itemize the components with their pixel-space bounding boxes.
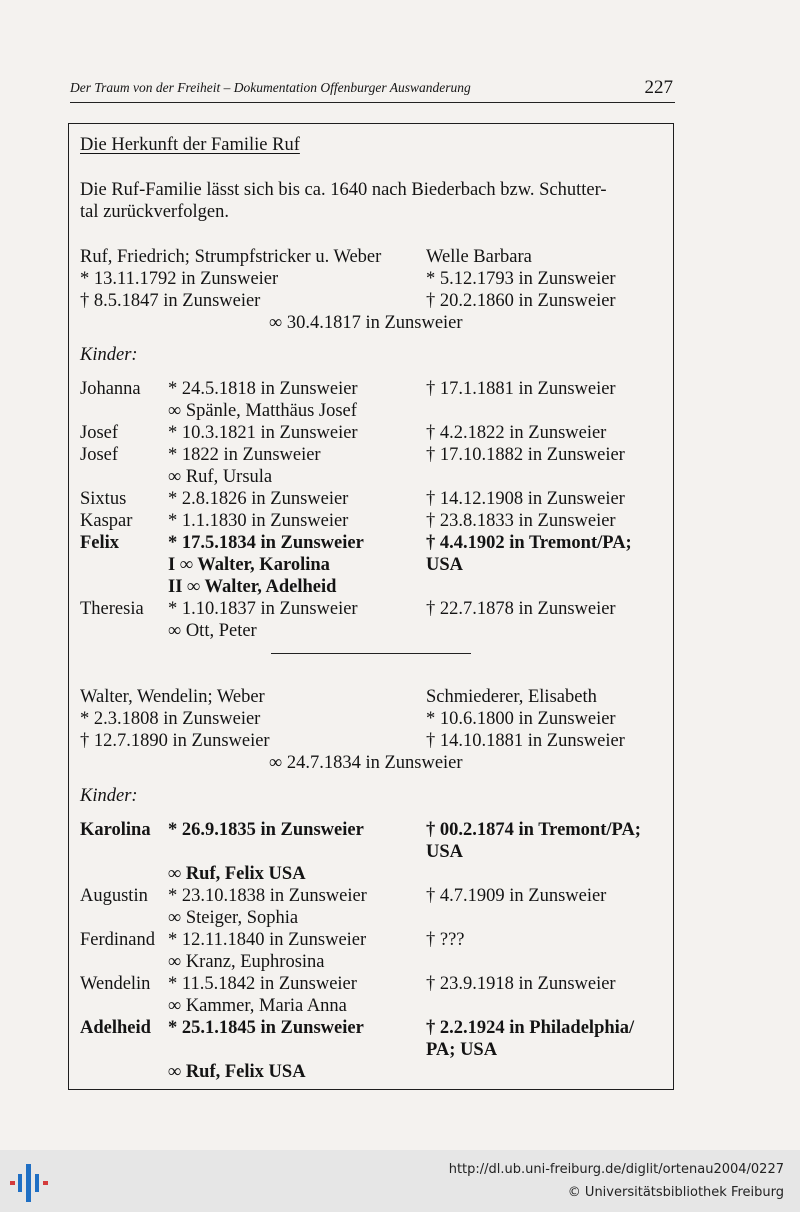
child-birth: * 12.11.1840 in Zunsweier: [168, 930, 367, 950]
child-death-cont: USA: [426, 842, 464, 862]
kinder-label: Kinder:: [80, 786, 138, 806]
child-death-cont: PA; USA: [426, 1040, 498, 1060]
father-name: Ruf, Friedrich; Strumpfstricker u. Weber: [80, 247, 382, 267]
section-divider: [271, 653, 471, 654]
father-birth: * 2.3.1808 in Zunsweier: [80, 709, 261, 729]
kinder-label: Kinder:: [80, 345, 138, 365]
footer-url-link[interactable]: http://dl.ub.uni-freiburg.de/diglit/ortenau2004/0227: [448, 1162, 784, 1177]
child-death: † 17.1.1881 in Zunsweier: [426, 379, 616, 399]
child-birth: * 17.5.1834 in Zunsweier: [168, 533, 364, 553]
mother-death: † 20.2.1860 in Zunsweier: [426, 291, 616, 311]
child-death: † 4.4.1902 in Tremont/PA;: [426, 533, 632, 553]
father-death: † 8.5.1847 in Zunsweier: [80, 291, 261, 311]
child-birth: * 24.5.1818 in Zunsweier: [168, 379, 358, 399]
child-spouse: ∞ Ott, Peter: [168, 621, 257, 641]
child-name: Kaspar: [80, 511, 133, 531]
child-death: † 2.2.1924 in Philadelphia/: [426, 1018, 635, 1038]
mother-name: Schmiederer, Elisabeth: [426, 687, 597, 707]
footer-copyright: © Universitätsbibliothek Freiburg: [567, 1185, 784, 1200]
child-spouse: ∞ Ruf, Felix USA: [168, 864, 306, 884]
child-spouse: ∞ Kammer, Maria Anna: [168, 996, 347, 1016]
intro-line-2: tal zurückverfolgen.: [80, 202, 229, 222]
child-birth: * 25.1.1845 in Zunsweier: [168, 1018, 364, 1038]
running-head: [70, 77, 675, 103]
child-name: Karolina: [80, 820, 151, 840]
child-birth: * 11.5.1842 in Zunsweier: [168, 974, 357, 994]
box-title: Die Herkunft der Familie Ruf: [80, 135, 300, 155]
child-spouse: ∞ Ruf, Ursula: [168, 467, 273, 487]
child-spouse: ∞ Spänle, Matthäus Josef: [168, 401, 357, 421]
mother-birth: * 10.6.1800 in Zunsweier: [426, 709, 616, 729]
child-death-cont: USA: [426, 555, 464, 575]
child-birth: * 2.8.1826 in Zunsweier: [168, 489, 349, 509]
child-spouse-2: II ∞ Walter, Adelheid: [168, 577, 337, 597]
child-birth: * 1.10.1837 in Zunsweier: [168, 599, 358, 619]
child-name: Wendelin: [80, 974, 151, 994]
child-name: Felix: [80, 533, 120, 553]
child-birth: * 10.3.1821 in Zunsweier: [168, 423, 358, 443]
child-name: Josef: [80, 445, 119, 465]
intro-line-1: Die Ruf-Familie lässt sich bis ca. 1640 nach Biederbach bzw. Schutter-: [80, 180, 607, 200]
child-death: † 23.9.1918 in Zunsweier: [426, 974, 616, 994]
father-name: Walter, Wendelin; Weber: [80, 687, 265, 707]
viewer-footer: [0, 1150, 800, 1212]
child-name: Sixtus: [80, 489, 127, 509]
child-name: Josef: [80, 423, 119, 443]
child-death: † 00.2.1874 in Tremont/PA;: [426, 820, 641, 840]
child-name: Adelheid: [80, 1018, 151, 1038]
father-birth: * 13.11.1792 in Zunsweier: [80, 269, 279, 289]
child-death: † 23.8.1833 in Zunsweier: [426, 511, 616, 531]
marriage-line: ∞ 30.4.1817 in Zunsweier: [269, 313, 463, 333]
child-birth: * 1.1.1830 in Zunsweier: [168, 511, 349, 531]
page-number: 227: [644, 77, 673, 98]
mother-name: Welle Barbara: [426, 247, 532, 267]
child-birth: * 23.10.1838 in Zunsweier: [168, 886, 367, 906]
child-birth: * 1822 in Zunsweier: [168, 445, 321, 465]
child-death: † 4.7.1909 in Zunsweier: [426, 886, 607, 906]
child-name: Johanna: [80, 379, 141, 399]
child-spouse: I ∞ Walter, Karolina: [168, 555, 330, 575]
child-name: Ferdinand: [80, 930, 156, 950]
father-death: † 12.7.1890 in Zunsweier: [80, 731, 270, 751]
child-birth: * 26.9.1835 in Zunsweier: [168, 820, 364, 840]
genealogy-box: [68, 123, 674, 1090]
ub-freiburg-logo-icon[interactable]: [10, 1162, 50, 1202]
child-death: † 17.10.1882 in Zunsweier: [426, 445, 625, 465]
child-death: † 4.2.1822 in Zunsweier: [426, 423, 607, 443]
child-spouse: ∞ Ruf, Felix USA: [168, 1062, 306, 1082]
child-death: † ???: [426, 930, 465, 950]
mother-birth: * 5.12.1793 in Zunsweier: [426, 269, 616, 289]
child-name: Augustin: [80, 886, 148, 906]
child-name: Theresia: [80, 599, 144, 619]
child-death: † 14.12.1908 in Zunsweier: [426, 489, 625, 509]
child-spouse: ∞ Steiger, Sophia: [168, 908, 299, 928]
running-title: Der Traum von der Freiheit – Dokumentation Offenburger Auswanderung: [70, 80, 471, 95]
mother-death: † 14.10.1881 in Zunsweier: [426, 731, 625, 751]
child-death: † 22.7.1878 in Zunsweier: [426, 599, 616, 619]
marriage-line: ∞ 24.7.1834 in Zunsweier: [269, 753, 463, 773]
child-spouse: ∞ Kranz, Euphrosina: [168, 952, 325, 972]
